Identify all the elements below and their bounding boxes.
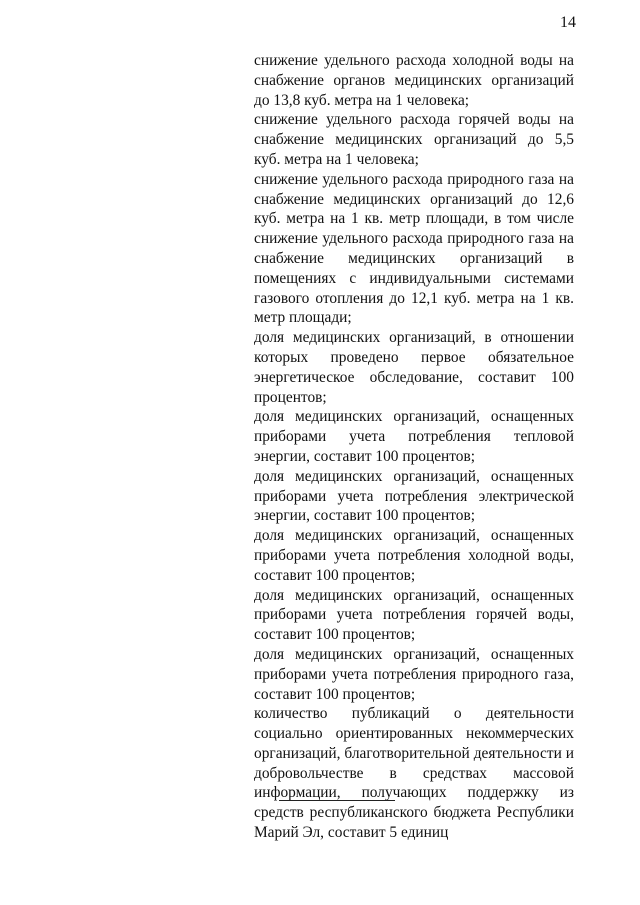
- paragraph-natural-gas: снижение удельного расхода природного газа на снабжение медицинских организаций до 12,6 куб. метра на 1 кв. метр площади, в том числе снижение удельного расхода природного газа на снабжение медицинских организаций в помещениях с индивидуальными системами газового отопления до 12,1 куб. метра на 1 кв. метр площади;: [254, 170, 574, 327]
- paragraph-energy-audit: доля медицинских организаций, в отношении которых проведено первое обязательное энергетическое обследование, составит 100 процентов;: [254, 329, 574, 406]
- closing-divider: [279, 800, 395, 801]
- paragraph-gas-meters: доля медицинских организаций, оснащенных приборами учета потребления природного газа, составит 100 процентов;: [254, 645, 574, 703]
- paragraph-hot-water: снижение удельного расхода горячей воды на снабжение медицинских организаций до 5,5 куб. метра на 1 человека;: [254, 111, 574, 168]
- document-body: [254, 51, 574, 843]
- paragraph-cold-water: снижение удельного расхода холодной воды на снабжение органов медицинских организаций до 13,8 куб. метра на 1 человека;: [254, 52, 574, 109]
- paragraph-electric-meters: доля медицинских организаций, оснащенных приборами учета потребления электрической энергии, составит 100 процентов;: [254, 467, 574, 525]
- paragraph-publications: количество публикаций о деятельности социально ориентированных некоммерческих организаций, благотворительной деятельности и добровольчестве в средствах массовой информации, получающих поддержку из средств республиканского бюджета Республики Марий Эл, составит 5 единиц: [254, 705, 574, 842]
- page-number: 14: [560, 14, 576, 31]
- paragraph-hot-water-meters: доля медицинских организаций, оснащенных приборами учета потребления горячей воды, составит 100 процентов;: [254, 586, 574, 644]
- paragraph-cold-water-meters: доля медицинских организаций, оснащенных приборами учета потребления холодной воды, составит 100 процентов;: [254, 527, 574, 584]
- paragraph-heat-meters: доля медицинских организаций, оснащенных приборами учета потребления тепловой энергии, составит 100 процентов;: [254, 408, 574, 465]
